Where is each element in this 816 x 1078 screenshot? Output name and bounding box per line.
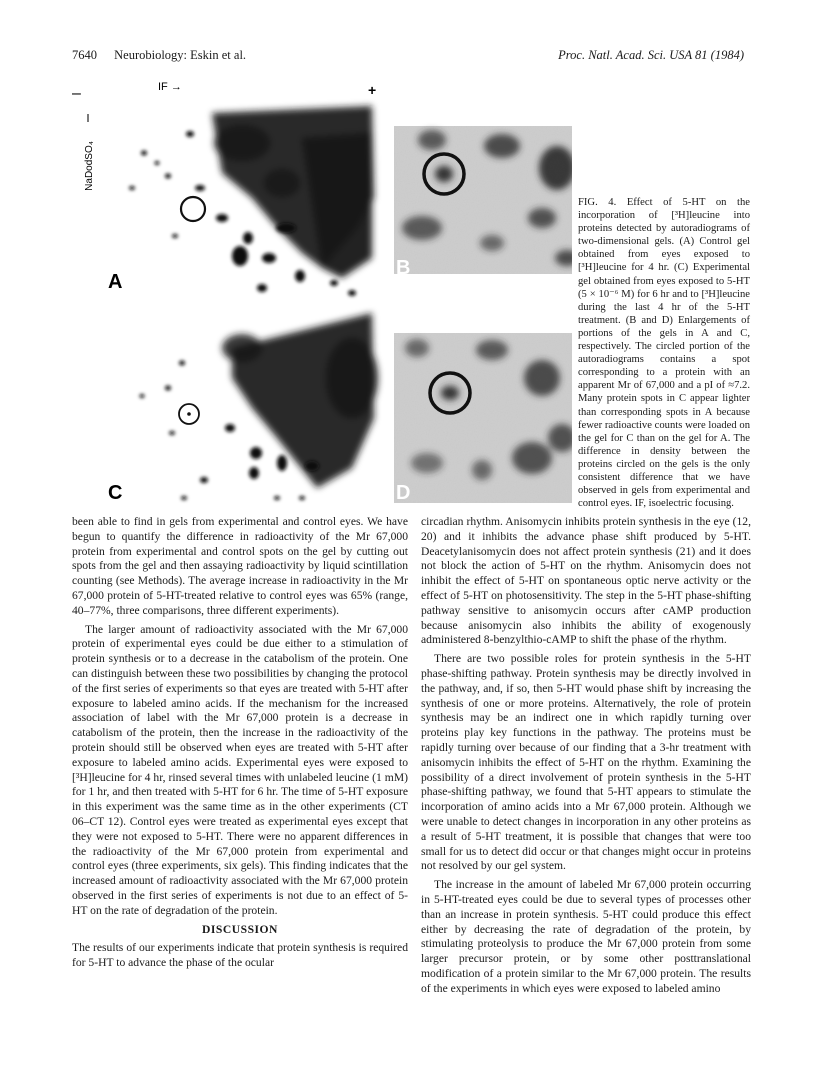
autoradiogram-figure (72, 78, 572, 508)
panel-b-label: B (396, 257, 411, 279)
minus-label: – (72, 85, 81, 102)
nadodso4-axis-label: NaDodSO₄ (84, 141, 95, 191)
enlargement-panel-b (394, 126, 572, 279)
panel-c-label: C (108, 482, 123, 504)
left-column (72, 515, 408, 971)
figure-4 (72, 78, 572, 508)
page-number: 7640 (72, 48, 97, 62)
enlargement-panel-d (394, 333, 572, 504)
paragraph: The larger amount of radioactivity associated with the Mr 67,000 protein of experimental eyes could be due either to a stimulation of protein synthesis or to a decrease in the catabolism of the protein. One can distinguish between these two possibilities by changing the protocol of the first series of experiments so that eyes are treated with 5-HT after exposure to labeled amino acids. If the mechanism for the increased association of label with the Mr 67,000 protein is a decrease in catabolism of the protein, then the increase in the radioactivity of the protein should still be observed when eyes are treated with 5-HT after exposure to labeled amino acids. Experimental eyes were exposed to [³H]leucine for 4 hr, rinsed several times with unlabeled leucine (1 mM) for 1 hr, and then treated with 5-HT for 6 hr. The time of 5-HT exposure in this experiment was the same time as in the other experiments (CT 06–CT 12). Control eyes were treated as experimental eyes except that they were not exposed to 5-HT. There were no apparent differences in the radioactivity of the Mr 67,000 protein from experimental and control eyes (three experiments, six gels). This finding indicates that the increased amount of radioactivity associated with the Mr 67,000 protein observed in the first series of experiments is not due to an effect of 5-HT on the rate of degradation of the protein. (72, 622, 408, 917)
isoelectric-focusing-label: IF → (158, 81, 182, 93)
running-header-left (72, 48, 246, 63)
paragraph: There are two possible roles for protein synthesis in the 5-HT phase-shifting pathway. Protein synthesis may be directly involved in the pathway, and, if so, then 5-HT would phase shift by increasing the synthesis of one or more proteins. Alternatively, the role of protein synthesis may be an indirect one in which rapidly turning over proteins play key functions in the pathway. The proteins must be rapidly turning over because of our finding that a 3-hr treatment with anisomycin inhibits the effect of 5-HT on the rhythm. Examining the possibility of a direct involvement of protein synthesis in the 5-HT phase-shifting pathway, we found that 5-HT appears to stimulate the incorporation of amino acids into a Mr 67,000 protein. Although we were unable to detect changes in incorporation in any other proteins as a result of 5-HT treatment, it is possible that changes that were too small for us to detect did occur or that changes might occur in proteins not resolved by our gel system. (421, 652, 751, 873)
plus-label: + (368, 82, 377, 98)
circled-spot-a (181, 197, 205, 221)
panel-a-label: A (108, 271, 123, 293)
panel-d-label: D (396, 482, 411, 504)
section-label: Neurobiology: Eskin et al. (114, 48, 247, 62)
paragraph: The results of our experiments indicate that protein synthesis is required for 5-HT to advance the phase of the ocular (72, 941, 408, 970)
journal-citation: Proc. Natl. Acad. Sci. USA 81 (1984) (558, 48, 744, 62)
right-column (421, 515, 751, 997)
paragraph: circadian rhythm. Anisomycin inhibits protein synthesis in the eye (12, 20) and it inhibits the advance phase shift produced by 5-HT. Deacetylanisomycin does not affect protein synthesis (21) and it does not block the action of 5-HT on the rhythm. Anisomycin does not inhibit the effect of 5-HT on spontaneous optic nerve activity or the effect of 5-HT on photosensitivity. The step in the 5-HT phase-shifting pathway sensitive to anisomycin occurs after cAMP production because anisomycin also inhibits the ability of exogenously administered 8-benzylthio-cAMP to shift the phase of the rhythm. (421, 515, 751, 647)
paragraph: The increase in the amount of labeled Mr 67,000 protein occurring in 5-HT-treated eyes could be due to several types of processes other than an increase in protein synthesis. 5-HT could produce this effect either by decreasing the rate of degradation of the protein, by stimulating proteolysis to produce the Mr 67,000 protein from some larger precursor protein, or by some other posttranslational modification of a protein similar to the Mr 67,000 protein. The results of the experiments in which eyes were exposed to labeled amino (421, 878, 751, 995)
figure-caption: FIG. 4. Effect of 5-HT on the incorporation of [³H]leucine into proteins detected by autoradiograms of two-dimensional gels. (A) Control gel obtained from eyes exposed to [³H]leucine for 4 hr. (C) Experimental gel obtained from eyes exposed to 5-HT (5 × 10⁻⁶ M) for 6 hr and to [³H]leucine during the last 4 hr of the 5-HT treatment. (B and D) Enlargements of portions of the gels in A and C, respectively. The circled portion of the autoradiograms contains a spot corresponding to a protein with an apparent Mr of 67,000 and a pI of ≈7.2. Many protein spots in C appear lighter than corresponding spots in A because fewer radioactive counts were loaded on the gel for C than on the gel for A. The difference in density between the proteins circled on the gels is the only consistent difference that we have observed in gels from experimental and control eyes. IF, isoelectric focusing. (578, 197, 750, 510)
gel-panel-c (108, 313, 378, 504)
paragraph: been able to find in gels from experimental and control eyes. We have begun to quantify the difference in radioactivity of the Mr 67,000 protein from experimental and control spots on the gel by cutting out spots from the gel and then assaying radioactivity by liquid scintillation counting (see Methods). The average increase in radioactivity in the Mr 67,000 protein of 5-HT-treated relative to control eyes was 65% (range, 40–77%, three comparisons, three different experiments). (72, 515, 408, 617)
discussion-heading: DISCUSSION (202, 922, 278, 936)
gel-panel-a (108, 106, 374, 296)
spot-c-dot (187, 412, 191, 416)
